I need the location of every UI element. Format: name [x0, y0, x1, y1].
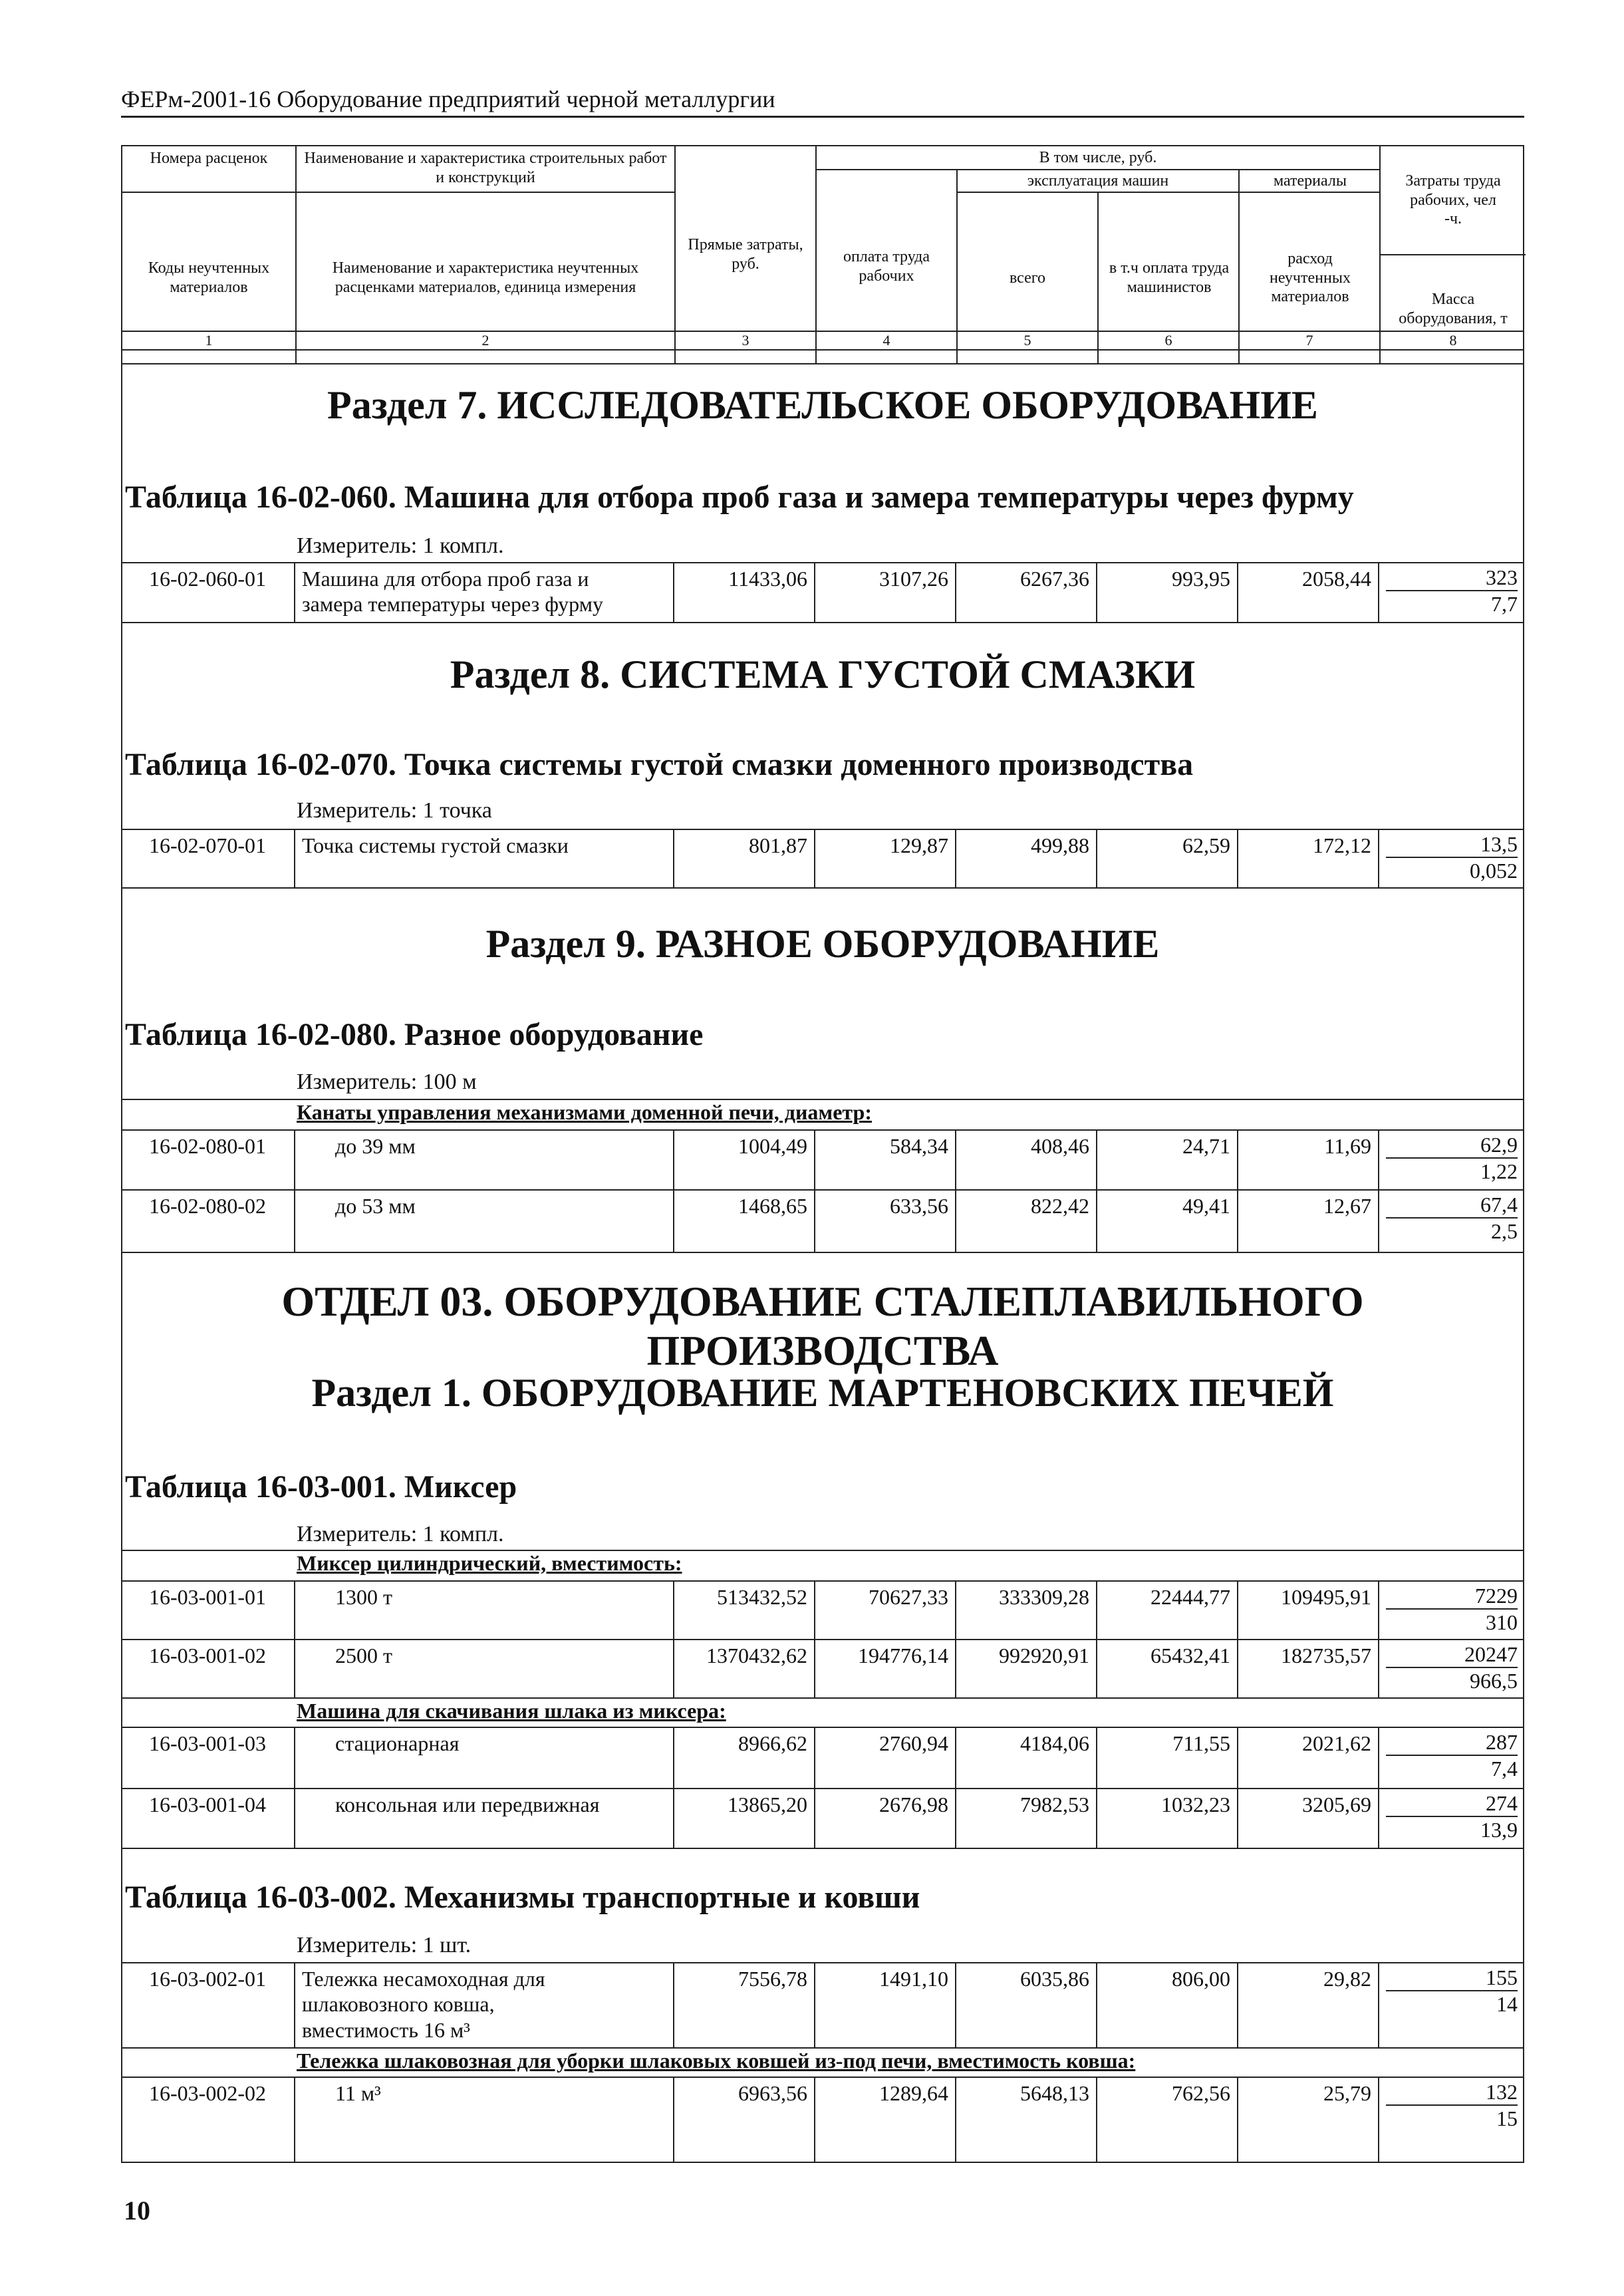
machines-total: 5648,13	[956, 2078, 1097, 2163]
rate-code: 16-03-001-04	[121, 1789, 295, 1848]
table-060-title: Таблица 16-02-060. Машина для отбора проб газа и замера температуры через фурму	[125, 480, 1354, 515]
materials: 29,82	[1238, 1963, 1379, 2047]
machines-total: 408,46	[956, 1131, 1097, 1189]
labor-hours: 132	[1386, 2079, 1518, 2106]
table-row	[121, 1639, 1524, 1697]
equipment-mass: 7,4	[1491, 1757, 1518, 1781]
machines-total: 992920,91	[956, 1640, 1097, 1697]
direct-costs: 13865,20	[674, 1789, 815, 1848]
labor-pay: 1289,64	[815, 2078, 956, 2163]
col-num-4: 4	[817, 332, 958, 349]
labor-hours: 274	[1386, 1791, 1518, 1817]
equipment-mass: 966,5	[1470, 1669, 1518, 1693]
labor-and-mass	[1379, 1582, 1524, 1639]
header-col-1-bottom: Коды неучтенных материалов	[148, 259, 270, 296]
table-080-meter: Измеритель: 100 м	[297, 1070, 477, 1094]
labor-pay: 633,56	[815, 1191, 956, 1252]
machines-labor: 762,56	[1097, 2078, 1238, 2163]
machines-labor: 711,55	[1097, 1728, 1238, 1788]
labor-pay: 584,34	[815, 1131, 956, 1189]
labor-hours: 67,4	[1386, 1192, 1518, 1219]
direct-costs: 11433,06	[674, 563, 815, 622]
rate-name: Точка системы густой смазки	[295, 830, 674, 887]
row-divider	[121, 1848, 1524, 1849]
header-labor-pay: оплата труда рабочих	[817, 170, 958, 363]
rate-name: 1300 т	[295, 1582, 674, 1639]
rate-name	[295, 1963, 674, 2047]
rate-code: 16-03-002-02	[121, 2078, 295, 2163]
labor-and-mass	[1379, 830, 1524, 887]
table-row	[121, 562, 1524, 622]
col-num-2: 2	[297, 332, 676, 349]
labor-and-mass	[1379, 1728, 1524, 1788]
rate-name: консольная или передвижная	[295, 1789, 674, 1848]
labor-and-mass	[1379, 1789, 1524, 1848]
table-row	[121, 1580, 1524, 1639]
table-001-meter: Измеритель: 1 компл.	[297, 1522, 504, 1546]
rate-name-line-2: шлаковозного ковша,	[302, 1992, 495, 2017]
row-divider	[121, 1252, 1524, 1253]
materials: 2021,62	[1238, 1728, 1379, 1788]
rate-name: до 53 мм	[295, 1191, 674, 1252]
rate-name	[295, 563, 674, 622]
department-03-title: ОТДЕЛ 03. ОБОРУДОВАНИЕ СТАЛЕПЛАВИЛЬНОГО ПРОИЗВОДСТВА	[281, 1278, 1364, 1374]
rate-name-line-1: Тележка несамоходная для	[302, 1967, 545, 1991]
header-machines-labor: в т.ч оплата труда машинистов	[1109, 259, 1230, 296]
labor-hours: 20247	[1386, 1642, 1518, 1668]
machines-labor: 22444,77	[1097, 1582, 1238, 1639]
direct-costs: 1468,65	[674, 1191, 815, 1252]
machines-labor: 65432,41	[1097, 1640, 1238, 1697]
equipment-mass: 7,7	[1491, 592, 1518, 617]
table-002-meter: Измеритель: 1 шт.	[297, 1933, 472, 1957]
rate-name-line-1: Машина для отбора проб газа и	[302, 567, 589, 591]
labor-hours: 323	[1386, 565, 1518, 591]
table-row	[121, 1129, 1524, 1189]
rate-name: 11 м³	[295, 2078, 674, 2163]
machines-total: 6035,86	[956, 1963, 1097, 2047]
rate-name: 2500 т	[295, 1640, 674, 1697]
header-materials-sub: расход неучтенных материалов	[1270, 249, 1351, 306]
rate-code: 16-03-002-01	[121, 1963, 295, 2047]
col-num-8: 8	[1449, 332, 1457, 349]
materials: 12,67	[1238, 1191, 1379, 1252]
materials: 109495,91	[1238, 1582, 1379, 1639]
labor-and-mass	[1379, 1640, 1524, 1697]
rate-code: 16-02-080-01	[121, 1131, 295, 1189]
labor-hours: 155	[1386, 1965, 1518, 1991]
rate-code: 16-02-070-01	[121, 830, 295, 887]
row-divider	[121, 887, 1524, 889]
header-in-total: В том числе, руб.	[817, 146, 1379, 170]
table-row	[121, 1727, 1524, 1788]
table-row	[121, 1788, 1524, 1848]
table-002-title: Таблица 16-03-002. Механизмы транспортные и ковши	[125, 1880, 920, 1915]
direct-costs: 1370432,62	[674, 1640, 815, 1697]
section-1-title: Раздел 1. ОБОРУДОВАНИЕ МАРТЕНОВСКИХ ПЕЧЕЙ	[311, 1371, 1334, 1415]
rate-code: 16-02-060-01	[121, 563, 295, 622]
rate-name-line-2: замера температуры через фурму	[302, 592, 603, 617]
table-070-meter: Измеритель: 1 точка	[297, 798, 492, 823]
rate-code: 16-02-080-02	[121, 1191, 295, 1252]
rate-code: 16-03-001-03	[121, 1728, 295, 1788]
labor-and-mass	[1379, 1191, 1524, 1252]
labor-hours: 13,5	[1386, 831, 1518, 858]
group-title-slag-machine: Машина для скачивания шлака из миксера:	[297, 1699, 726, 1723]
col-num-1: 1	[122, 332, 297, 349]
equipment-mass: 2,5	[1491, 1219, 1518, 1244]
machines-total: 822,42	[956, 1191, 1097, 1252]
table-row	[121, 1962, 1524, 2047]
direct-costs: 8966,62	[674, 1728, 815, 1788]
header-materials-label: материалы	[1240, 170, 1381, 193]
table-row	[121, 829, 1524, 887]
equipment-mass: 13,9	[1480, 1818, 1518, 1842]
col-num-5: 5	[958, 332, 1099, 349]
direct-costs: 7556,78	[674, 1963, 815, 2047]
labor-pay: 194776,14	[815, 1640, 956, 1697]
materials: 25,79	[1238, 2078, 1379, 2163]
header-col-1-top: Номера расценок	[122, 146, 295, 193]
header-col-2-top: Наименование и характеристика строительных работ и конструкций	[297, 146, 674, 193]
section-9-title: Раздел 9. РАЗНОЕ ОБОРУДОВАНИЕ	[485, 922, 1160, 966]
table-001-title: Таблица 16-03-001. Миксер	[125, 1469, 517, 1505]
labor-and-mass	[1379, 2078, 1524, 2133]
machines-labor: 24,71	[1097, 1131, 1238, 1189]
rate-name: стационарная	[295, 1728, 674, 1788]
row-divider	[121, 622, 1524, 623]
materials: 2058,44	[1238, 563, 1379, 622]
labor-pay: 3107,26	[815, 563, 956, 622]
table-row	[121, 1189, 1524, 1252]
section-7-title: Раздел 7. ИССЛЕДОВАТЕЛЬСКОЕ ОБОРУДОВАНИЕ	[327, 383, 1318, 427]
table-080-title: Таблица 16-02-080. Разное оборудование	[125, 1017, 704, 1052]
materials: 11,69	[1238, 1131, 1379, 1189]
materials: 3205,69	[1238, 1789, 1379, 1848]
machines-total: 6267,36	[956, 563, 1097, 622]
header-rule	[121, 116, 1524, 118]
col-num-7: 7	[1240, 332, 1381, 349]
group-title-mixer: Миксер цилиндрический, вместимость:	[297, 1551, 682, 1575]
header-col-8-bottom: Масса оборудования, т	[1399, 291, 1508, 327]
rate-name: до 39 мм	[295, 1131, 674, 1189]
materials: 182735,57	[1238, 1640, 1379, 1697]
equipment-mass: 14	[1496, 1992, 1518, 2017]
rate-code: 16-03-001-02	[121, 1640, 295, 1697]
labor-pay: 1491,10	[815, 1963, 956, 2047]
equipment-mass: 15	[1496, 2106, 1518, 2131]
machines-total: 333309,28	[956, 1582, 1097, 1639]
machines-labor: 62,59	[1097, 830, 1238, 887]
labor-pay: 70627,33	[815, 1582, 956, 1639]
direct-costs: 1004,49	[674, 1131, 815, 1189]
col-num-6: 6	[1099, 332, 1240, 349]
labor-hours: 287	[1386, 1729, 1518, 1756]
materials: 172,12	[1238, 830, 1379, 887]
labor-pay: 2676,98	[815, 1789, 956, 1848]
equipment-mass: 1,22	[1480, 1159, 1518, 1184]
group-title-cables: Канаты управления механизмами доменной печи, диаметр:	[297, 1100, 872, 1124]
table-060-meter: Измеритель: 1 компл.	[297, 533, 504, 558]
machines-labor: 1032,23	[1097, 1789, 1238, 1848]
machines-labor: 806,00	[1097, 1963, 1238, 2047]
labor-pay: 2760,94	[815, 1728, 956, 1788]
machines-labor: 49,41	[1097, 1191, 1238, 1252]
header-machines-total: всего	[958, 193, 1099, 363]
labor-hours: 7229	[1386, 1583, 1518, 1610]
labor-and-mass	[1379, 563, 1524, 622]
machines-total: 499,88	[956, 830, 1097, 887]
page-header: ФЕРм-2001-16 Оборудование предприятий черной металлургии	[121, 86, 775, 112]
header-col-2-bottom: Наименование и характеристика неучтенных расценками материалов, единица измерения	[332, 259, 639, 296]
direct-costs: 513432,52	[674, 1582, 815, 1639]
page-number: 10	[124, 2196, 150, 2225]
machines-total: 7982,53	[956, 1789, 1097, 1848]
rate-name-line-3: вместимость 16 м³	[302, 2017, 470, 2042]
labor-and-mass	[1379, 1131, 1524, 1189]
header-col-8-top: Затраты труда рабочих, чел -ч.	[1381, 146, 1526, 255]
column-numbers	[121, 331, 1524, 351]
table-row	[121, 2077, 1524, 2163]
col-num-3: 3	[676, 332, 817, 349]
table-070-title: Таблица 16-02-070. Точка системы густой смазки доменного производства	[125, 747, 1194, 782]
direct-costs: 801,87	[674, 830, 815, 887]
equipment-mass: 0,052	[1470, 859, 1518, 883]
labor-hours: 62,9	[1386, 1132, 1518, 1159]
direct-costs: 6963,56	[674, 2078, 815, 2163]
header-col-3: Прямые затраты, руб.	[676, 146, 817, 363]
rate-code: 16-03-001-01	[121, 1582, 295, 1639]
machines-labor: 993,95	[1097, 563, 1238, 622]
labor-and-mass	[1379, 1963, 1524, 2019]
machines-total: 4184,06	[956, 1728, 1097, 1788]
labor-pay: 129,87	[815, 830, 956, 887]
header-machines-label: эксплуатация машин	[958, 170, 1238, 193]
section-8-title: Раздел 8. СИСТЕМА ГУСТОЙ СМАЗКИ	[450, 652, 1196, 696]
group-title-slag-cart: Тележка шлаковозная для уборки шлаковых ковшей из-под печи, вместимость ковша:	[297, 2049, 1136, 2073]
equipment-mass: 310	[1486, 1610, 1518, 1635]
